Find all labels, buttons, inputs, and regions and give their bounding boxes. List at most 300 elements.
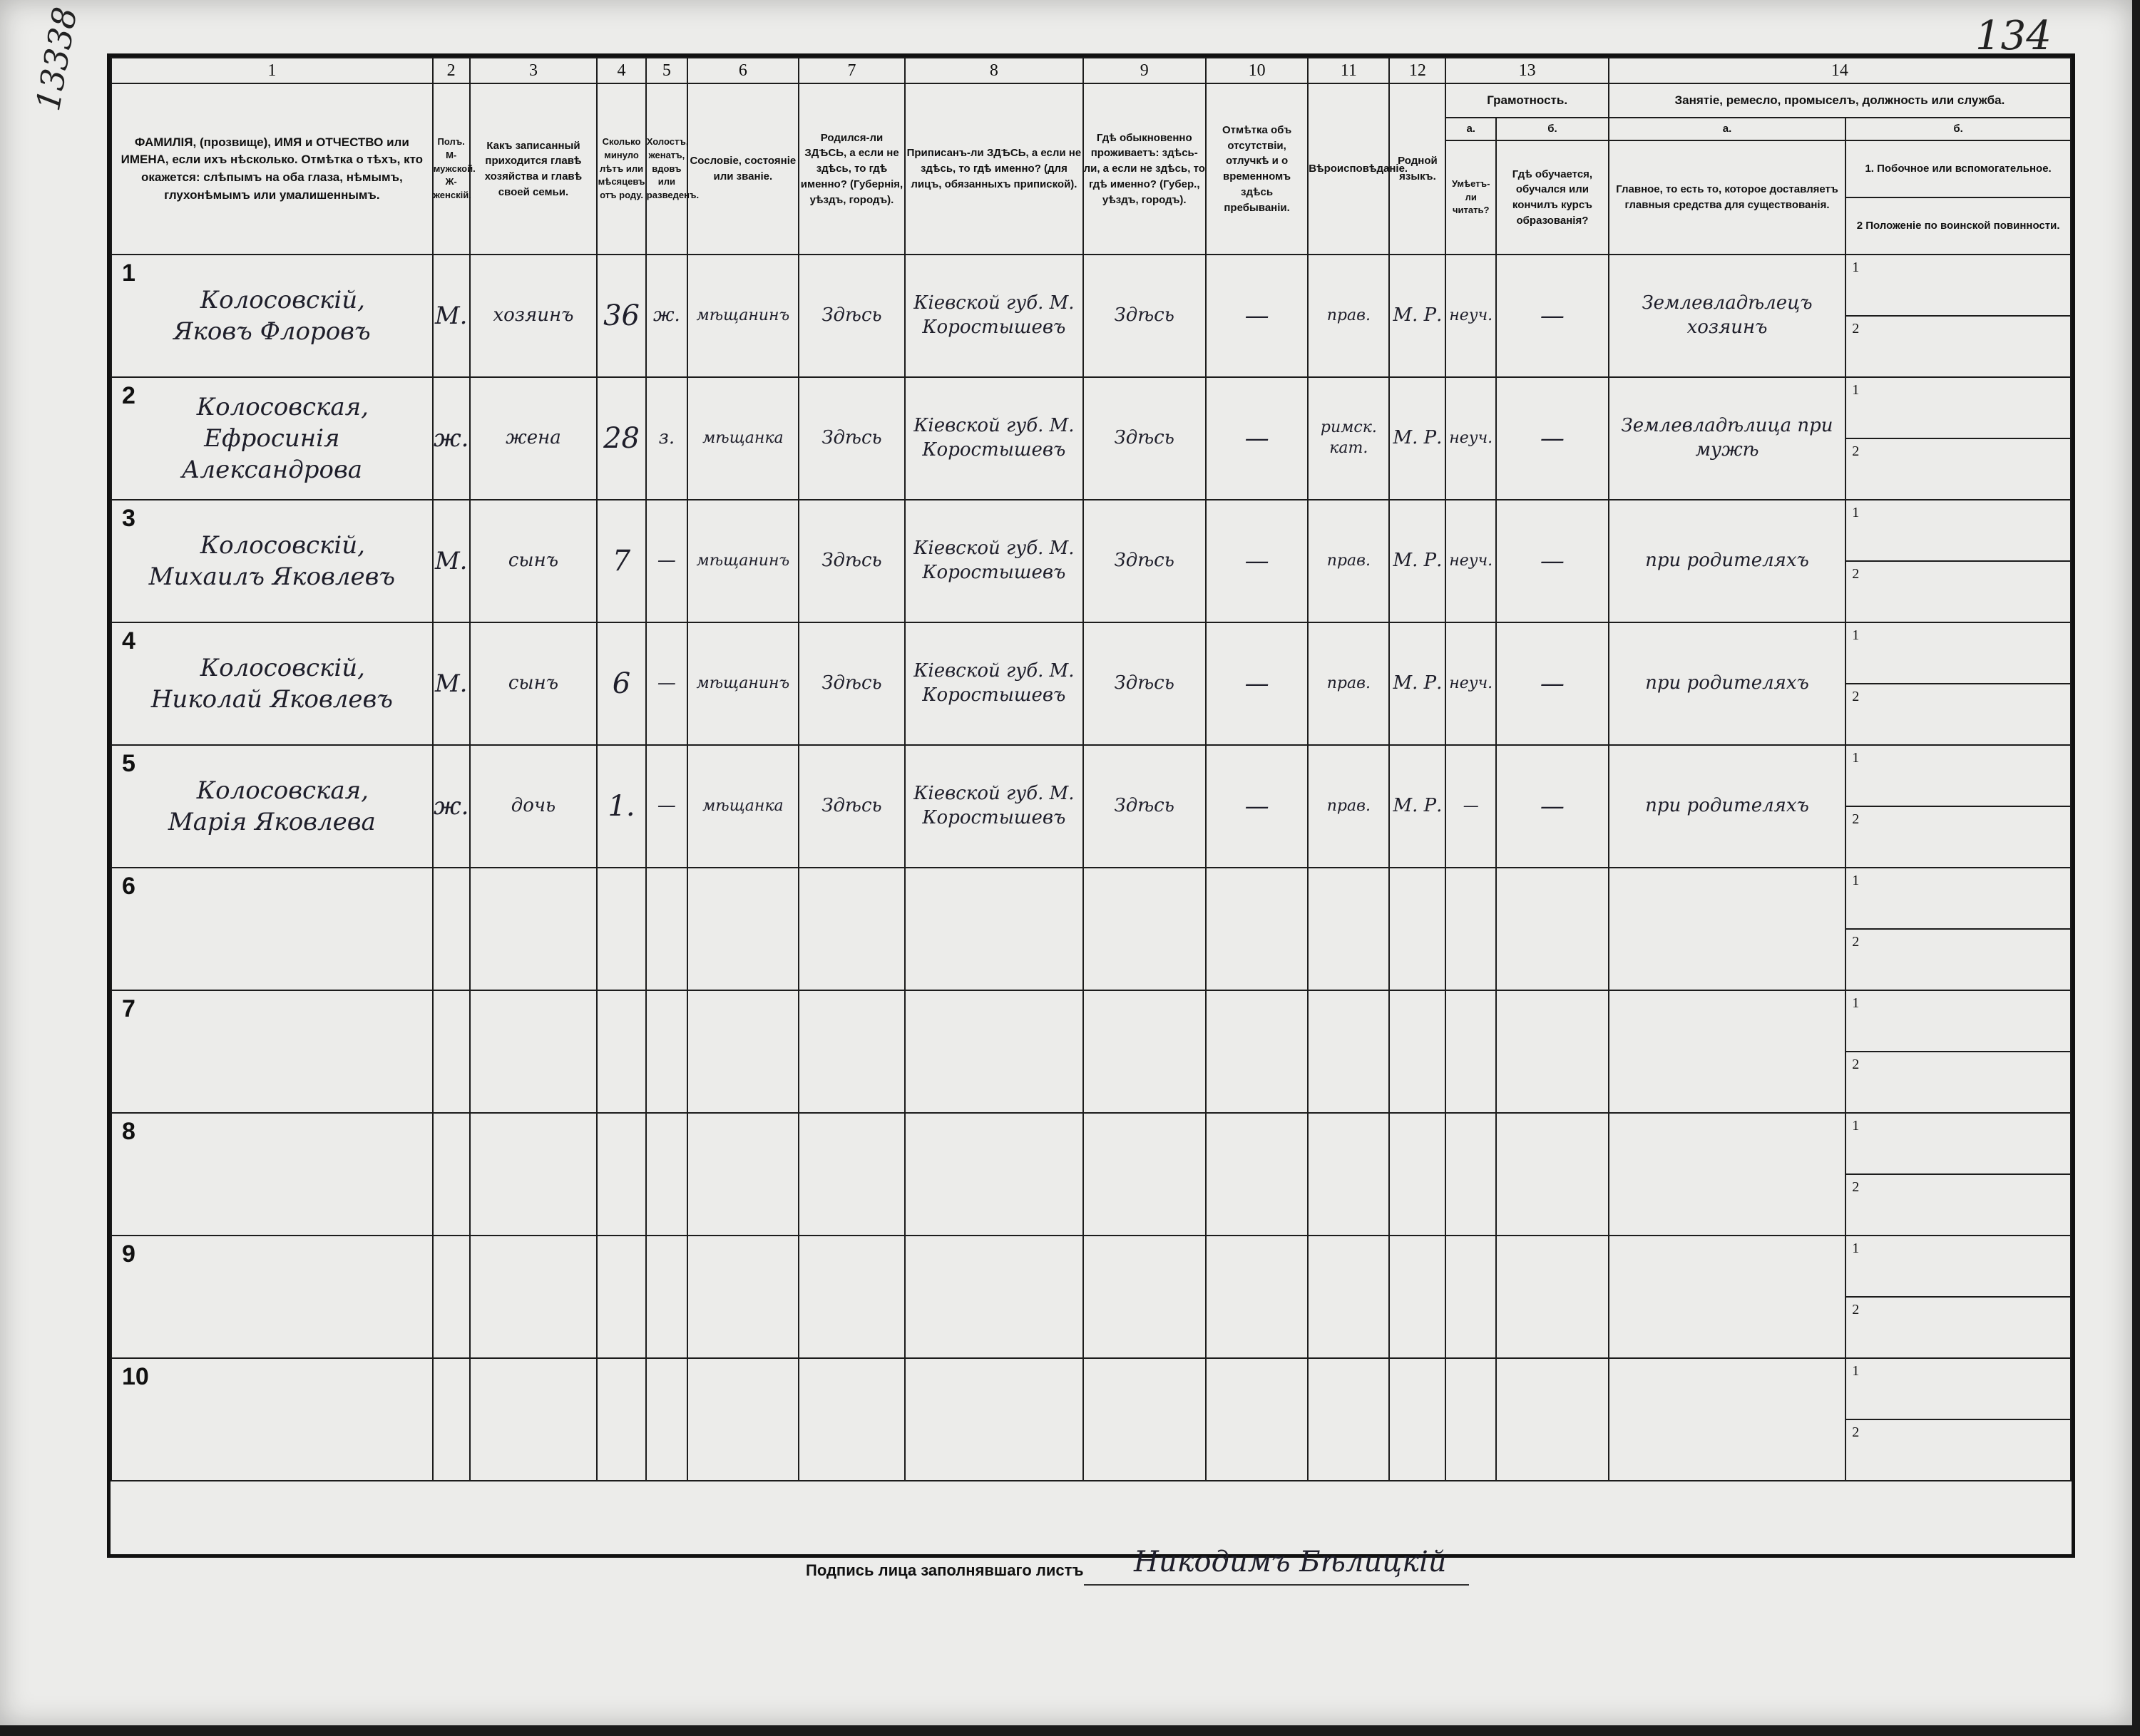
birthplace-cell-text: Здѣсь [821, 795, 882, 817]
surname: Колосовская, [196, 392, 369, 421]
education-cell [1496, 1113, 1609, 1236]
registered-cell [905, 990, 1082, 1113]
can-read-cell-text: — [1463, 796, 1479, 815]
birthplace-cell-text: Здѣсь [821, 304, 882, 327]
education-cell [1496, 255, 1609, 377]
sex-cell [433, 745, 470, 868]
registered-cell [905, 377, 1082, 500]
absence-cell-text: — [1244, 546, 1269, 575]
military-status-cell [1845, 1297, 2071, 1358]
row-number: 4 [122, 627, 135, 654]
registered-cell [905, 255, 1082, 377]
signature-line [1084, 1584, 1469, 1586]
name-cell [111, 990, 433, 1113]
registered-cell-text: Кіевской губ. М. Коростышевъ [913, 660, 1075, 706]
page-number: 134 [1975, 13, 2052, 59]
sub-number-2: 2 [1852, 566, 1860, 582]
sub-number-2: 2 [1852, 1179, 1860, 1195]
name-cell [111, 868, 433, 990]
age-cell [597, 377, 646, 500]
residence-cell [1083, 622, 1206, 745]
absence-cell [1206, 622, 1308, 745]
header-residence: Гдѣ обыкновенно проживаетъ: здѣсь-ли, а если не здѣсь, то гдѣ именно? (Губер., уѣздъ, городъ). [1083, 83, 1206, 255]
can-read-cell-text: неуч. [1449, 674, 1493, 692]
header-secondary [1845, 140, 2071, 255]
sex-cell-text: ж. [433, 791, 469, 821]
occupation-cell [1609, 500, 1845, 622]
registered-cell [905, 868, 1082, 990]
education-cell-text: — [1540, 546, 1565, 575]
relation-cell-text: жена [506, 427, 561, 449]
absence-cell-text: — [1244, 423, 1269, 453]
language-cell [1389, 745, 1445, 868]
row-number: 9 [122, 1241, 135, 1268]
age-cell [597, 1236, 646, 1358]
birthplace-cell [799, 1358, 906, 1481]
can-read-cell [1445, 1236, 1496, 1358]
table-row [111, 868, 2071, 929]
registered-cell-text: Кіевской губ. М. Коростышевъ [913, 783, 1075, 828]
language-cell [1389, 868, 1445, 990]
col-num-13: 13 [1445, 58, 1608, 83]
religion-cell [1308, 1358, 1389, 1481]
archive-number: 13338 [29, 4, 85, 114]
religion-cell [1308, 622, 1389, 745]
signature-label: Подпись лица заполнявшаго листъ [806, 1561, 1084, 1579]
birthplace-cell [799, 255, 906, 377]
sex-cell [433, 868, 470, 990]
language-cell [1389, 500, 1445, 622]
education-cell [1496, 868, 1609, 990]
given-names: Николай Яковлевъ [150, 685, 393, 714]
sub-number-2: 2 [1852, 321, 1860, 337]
can-read-cell [1445, 500, 1496, 622]
estate-cell-text: мѣщанинъ [696, 551, 790, 570]
birthplace-cell-text: Здѣсь [821, 672, 882, 694]
estate-cell-text: мѣщанинъ [696, 306, 790, 324]
table-row [111, 990, 2071, 1052]
religion-cell [1308, 1236, 1389, 1358]
occupation-cell [1609, 1358, 1845, 1481]
absence-cell [1206, 868, 1308, 990]
military-status-cell [1845, 438, 2071, 500]
registered-cell [905, 745, 1082, 868]
religion-cell-text: прав. [1326, 796, 1371, 815]
occupation-cell [1609, 990, 1845, 1113]
registered-cell-text: Кіевской губ. М. Коростышевъ [913, 415, 1075, 461]
table-row [111, 622, 2071, 684]
row-number: 2 [122, 382, 135, 409]
education-cell [1496, 745, 1609, 868]
birthplace-cell [799, 868, 906, 990]
table-row [111, 1358, 2071, 1419]
col-num-7: 7 [799, 58, 906, 83]
language-cell [1389, 377, 1445, 500]
education-cell [1496, 622, 1609, 745]
military-status-cell [1845, 1052, 2071, 1113]
marital-cell [646, 1236, 687, 1358]
estate-cell [687, 255, 799, 377]
religion-cell [1308, 1113, 1389, 1236]
absence-cell-text: — [1244, 301, 1269, 330]
absence-cell [1206, 377, 1308, 500]
estate-cell [687, 1358, 799, 1481]
row-number: 7 [122, 995, 135, 1022]
name-cell [111, 500, 433, 622]
estate-cell [687, 745, 799, 868]
marital-cell [646, 622, 687, 745]
residence-cell-text: Здѣсь [1114, 795, 1174, 817]
sex-cell [433, 990, 470, 1113]
relation-cell [470, 1113, 598, 1236]
marital-cell-text: з. [658, 427, 675, 449]
col-num-8: 8 [905, 58, 1082, 83]
language-cell [1389, 1358, 1445, 1481]
marital-cell [646, 1358, 687, 1481]
education-cell [1496, 990, 1609, 1113]
census-table [111, 57, 2072, 1481]
birthplace-cell [799, 990, 906, 1113]
row-number: 3 [122, 505, 135, 532]
language-cell-text: М. Р. [1393, 672, 1443, 694]
table-row [111, 377, 2071, 438]
name-cell [111, 745, 433, 868]
religion-cell-text: римск. кат. [1320, 418, 1377, 457]
absence-cell [1206, 500, 1308, 622]
header-religion: Вѣроисповѣданіе. [1308, 83, 1389, 255]
military-status-cell [1845, 684, 2071, 745]
residence-cell [1083, 377, 1206, 500]
age-cell-text: 28 [603, 422, 640, 455]
marital-cell-text: — [657, 795, 676, 817]
marital-cell [646, 990, 687, 1113]
military-status-cell [1845, 929, 2071, 990]
estate-cell-text: мѣщанка [702, 796, 784, 815]
name-cell [111, 1358, 433, 1481]
relation-cell-text: сынъ [508, 550, 559, 572]
religion-cell-text: прав. [1326, 551, 1371, 570]
estate-cell [687, 377, 799, 500]
absence-cell [1206, 1113, 1308, 1236]
registered-cell [905, 1113, 1082, 1236]
religion-cell [1308, 745, 1389, 868]
residence-cell [1083, 990, 1206, 1113]
relation-cell [470, 745, 598, 868]
relation-cell [470, 255, 598, 377]
can-read-cell-text: неуч. [1449, 306, 1493, 324]
column-numbers-row [111, 58, 2071, 83]
can-read-cell [1445, 745, 1496, 868]
language-cell-text: М. Р. [1393, 550, 1443, 572]
sub-number-2: 2 [1852, 811, 1860, 827]
surname: Колосовскій, [200, 653, 365, 682]
sub-number-2: 2 [1852, 1424, 1860, 1440]
estate-cell [687, 990, 799, 1113]
religion-cell [1308, 990, 1389, 1113]
header-birthplace: Родился-ли ЗДѢСЬ, а если не здѣсь, то гдѣ именно? (Губернія, уѣздъ, городъ). [799, 83, 906, 255]
col-num-1: 1 [111, 58, 433, 83]
marital-cell [646, 868, 687, 990]
col-num-11: 11 [1308, 58, 1389, 83]
language-cell-text: М. Р. [1393, 427, 1443, 449]
header-language: Родной языкъ. [1389, 83, 1445, 255]
residence-cell [1083, 255, 1206, 377]
residence-cell [1083, 500, 1206, 622]
education-cell-text: — [1540, 301, 1565, 330]
header-military-status: 2 Положеніе по воинской повинности. [1856, 220, 2060, 232]
census-rows [111, 255, 2071, 1481]
education-cell [1496, 377, 1609, 500]
sub-number-2: 2 [1852, 1057, 1860, 1072]
estate-cell [687, 500, 799, 622]
can-read-cell [1445, 1358, 1496, 1481]
residence-cell [1083, 1236, 1206, 1358]
religion-cell-text: прав. [1326, 306, 1371, 324]
relation-cell [470, 500, 598, 622]
language-cell [1389, 255, 1445, 377]
can-read-cell [1445, 868, 1496, 990]
military-status-cell [1845, 561, 2071, 622]
age-cell [597, 1113, 646, 1236]
secondary-occupation-cell [1845, 500, 2071, 561]
sub-number-1: 1 [1852, 627, 1860, 643]
residence-cell [1083, 1113, 1206, 1236]
header-registered: Приписанъ-ли ЗДѢСЬ, а если не здѣсь, то гдѣ именно? (для лицъ, обязанныхъ припиской). [905, 83, 1082, 255]
header-marital: Холостъ, женатъ, вдовъ или разведенъ. [646, 83, 687, 255]
col-num-4: 4 [597, 58, 646, 83]
residence-cell-text: Здѣсь [1114, 304, 1174, 327]
can-read-cell [1445, 1113, 1496, 1236]
row-number: 6 [122, 873, 135, 900]
estate-cell [687, 622, 799, 745]
secondary-occupation-cell [1845, 868, 2071, 929]
residence-cell-text: Здѣсь [1114, 427, 1174, 449]
occupation-cell [1609, 255, 1845, 377]
sub-number-1: 1 [1852, 1241, 1860, 1256]
secondary-occupation-cell [1845, 377, 2071, 438]
sub-number-2: 2 [1852, 934, 1860, 950]
col-num-9: 9 [1083, 58, 1206, 83]
sex-cell-text: М. [434, 546, 468, 575]
language-cell [1389, 1236, 1445, 1358]
relation-cell [470, 622, 598, 745]
birthplace-cell [799, 500, 906, 622]
religion-cell [1308, 255, 1389, 377]
marital-cell-text: ж. [652, 304, 680, 327]
residence-cell-text: Здѣсь [1114, 672, 1174, 694]
can-read-cell [1445, 990, 1496, 1113]
sex-cell [433, 377, 470, 500]
absence-cell-text: — [1244, 791, 1269, 821]
estate-cell [687, 1113, 799, 1236]
header-row-1 [111, 83, 2071, 118]
can-read-cell [1445, 622, 1496, 745]
registered-cell [905, 622, 1082, 745]
residence-cell [1083, 745, 1206, 868]
sex-cell [433, 1113, 470, 1236]
religion-cell [1308, 500, 1389, 622]
religion-cell [1308, 868, 1389, 990]
sex-cell [433, 500, 470, 622]
religion-cell [1308, 377, 1389, 500]
row-number: 10 [122, 1363, 149, 1390]
age-cell [597, 500, 646, 622]
occupation-cell-text: при родителяхъ [1645, 550, 1809, 572]
language-cell [1389, 1113, 1445, 1236]
residence-cell [1083, 1358, 1206, 1481]
sex-cell-text: ж. [433, 423, 469, 453]
occupation-cell-text: Землевладѣлица при мужѣ [1621, 415, 1833, 461]
name-cell [111, 622, 433, 745]
col-num-5: 5 [646, 58, 687, 83]
surname: Колосовскій, [200, 530, 365, 560]
secondary-occupation-cell [1845, 622, 2071, 684]
registered-cell [905, 1358, 1082, 1481]
occupation-cell [1609, 622, 1845, 745]
name-cell [111, 377, 433, 500]
marital-cell-text: — [657, 672, 676, 694]
header-absence: Отмѣтка объ отсутствіи, отлучкѣ и о временномъ здѣсь пребываніи. [1206, 83, 1308, 255]
occupation-cell [1609, 1236, 1845, 1358]
header-can-read: Умѣетъ-ли читать? [1445, 140, 1496, 255]
sub-number-1: 1 [1852, 995, 1860, 1011]
residence-cell [1083, 868, 1206, 990]
birthplace-cell [799, 377, 906, 500]
age-cell [597, 868, 646, 990]
surname: Колосовская, [196, 776, 369, 805]
marital-cell [646, 745, 687, 868]
sex-cell [433, 622, 470, 745]
marital-cell-text: — [657, 550, 676, 572]
given-names: Ефросинія Александрова [181, 423, 363, 485]
given-names: Яковъ Флоровъ [173, 317, 371, 346]
relation-cell [470, 1236, 598, 1358]
sub-number-2: 2 [1852, 689, 1860, 704]
education-cell-text: — [1540, 423, 1565, 453]
absence-cell [1206, 1358, 1308, 1481]
occupation-cell [1609, 745, 1845, 868]
header-literacy: Грамотность. [1445, 83, 1608, 118]
header-sex: Полъ. М-мужской. Ж-женскій. [433, 83, 470, 255]
relation-cell-text: хозяинъ [493, 304, 574, 327]
age-cell [597, 255, 646, 377]
relation-cell-text: дочь [511, 795, 556, 817]
row-number: 1 [122, 260, 135, 287]
registered-cell-text: Кіевской губ. М. Коростышевъ [913, 292, 1075, 338]
education-cell [1496, 1358, 1609, 1481]
marital-cell [646, 377, 687, 500]
education-cell-text: — [1540, 669, 1565, 698]
age-cell [597, 745, 646, 868]
education-cell [1496, 1236, 1609, 1358]
secondary-occupation-cell [1845, 990, 2071, 1052]
col-num-12: 12 [1389, 58, 1445, 83]
age-cell-text: 6 [612, 667, 631, 700]
sex-cell [433, 255, 470, 377]
estate-cell [687, 868, 799, 990]
occupation-cell [1609, 1113, 1845, 1236]
age-cell [597, 622, 646, 745]
col-num-14: 14 [1609, 58, 2071, 83]
sex-cell [433, 1358, 470, 1481]
age-cell [597, 990, 646, 1113]
relation-cell-text: сынъ [508, 672, 559, 694]
age-cell-text: 36 [603, 299, 640, 332]
secondary-occupation-cell [1845, 255, 2071, 316]
name-cell [111, 1113, 433, 1236]
secondary-occupation-cell [1845, 1236, 2071, 1297]
sub-number-1: 1 [1852, 382, 1860, 398]
age-cell-text: 1. [608, 790, 635, 823]
estate-cell [687, 1236, 799, 1358]
table-row [111, 255, 2071, 316]
table-row [111, 1236, 2071, 1297]
military-status-cell [1845, 1419, 2071, 1481]
can-read-cell-text: неуч. [1449, 551, 1493, 570]
table-row [111, 500, 2071, 561]
birthplace-cell [799, 1113, 906, 1236]
header-estate: Сословіе, состояніе или званіе. [687, 83, 799, 255]
sub-number-1: 1 [1852, 873, 1860, 888]
sex-cell [433, 1236, 470, 1358]
registered-cell [905, 500, 1082, 622]
can-read-cell [1445, 255, 1496, 377]
registered-cell [905, 1236, 1082, 1358]
sub-number-1: 1 [1852, 505, 1860, 520]
residence-cell-text: Здѣсь [1114, 550, 1174, 572]
header-name: ФАМИЛІЯ, (прозвище), ИМЯ и ОТЧЕСТВО или ИМЕНА, если ихъ нѣсколько. Отмѣтка о тѣхъ, кто окажется: слѣпымъ на оба глаза, нѣмымъ, глухонѣмымъ или умалишеннымъ. [111, 83, 433, 255]
religion-cell-text: прав. [1326, 674, 1371, 692]
header-age: Сколько минуло лѣтъ или мѣсяцевъ отъ роду. [597, 83, 646, 255]
relation-cell [470, 990, 598, 1113]
relation-cell [470, 868, 598, 990]
sub-number-1: 1 [1852, 1363, 1860, 1379]
birthplace-cell-text: Здѣсь [821, 427, 882, 449]
sub-number-1: 1 [1852, 1118, 1860, 1134]
military-status-cell [1845, 806, 2071, 868]
header-secondary-occupation: 1. Побочное или вспомогательное. [1846, 141, 2070, 198]
birthplace-cell [799, 745, 906, 868]
given-names: Марія Яковлева [168, 808, 376, 836]
header-literacy-a-letter: а. [1445, 118, 1496, 140]
marital-cell [646, 255, 687, 377]
occupation-cell [1609, 377, 1845, 500]
header-relation: Какъ записанный приходится главѣ хозяйства и главѣ своей семьи. [470, 83, 598, 255]
age-cell-text: 7 [612, 545, 631, 577]
occupation-cell-text: при родителяхъ [1645, 795, 1809, 817]
row-number: 8 [122, 1118, 135, 1145]
military-status-cell [1845, 1174, 2071, 1236]
given-names: Михаилъ Яковлевъ [148, 563, 396, 591]
sex-cell-text: М. [434, 301, 468, 330]
occupation-cell-text: Землевладѣлецъ хозяинъ [1642, 292, 1813, 338]
occupation-cell-text: при родителяхъ [1645, 672, 1809, 694]
birthplace-cell-text: Здѣсь [821, 550, 882, 572]
absence-cell-text: — [1244, 669, 1269, 698]
absence-cell [1206, 255, 1308, 377]
absence-cell [1206, 745, 1308, 868]
col-num-10: 10 [1206, 58, 1308, 83]
language-cell-text: М. Р. [1393, 795, 1443, 817]
secondary-occupation-cell [1845, 745, 2071, 806]
relation-cell [470, 377, 598, 500]
marital-cell [646, 1113, 687, 1236]
table-row [111, 745, 2071, 806]
estate-cell-text: мѣщанка [702, 428, 784, 447]
can-read-cell [1445, 377, 1496, 500]
sub-number-1: 1 [1852, 750, 1860, 766]
col-num-6: 6 [687, 58, 799, 83]
